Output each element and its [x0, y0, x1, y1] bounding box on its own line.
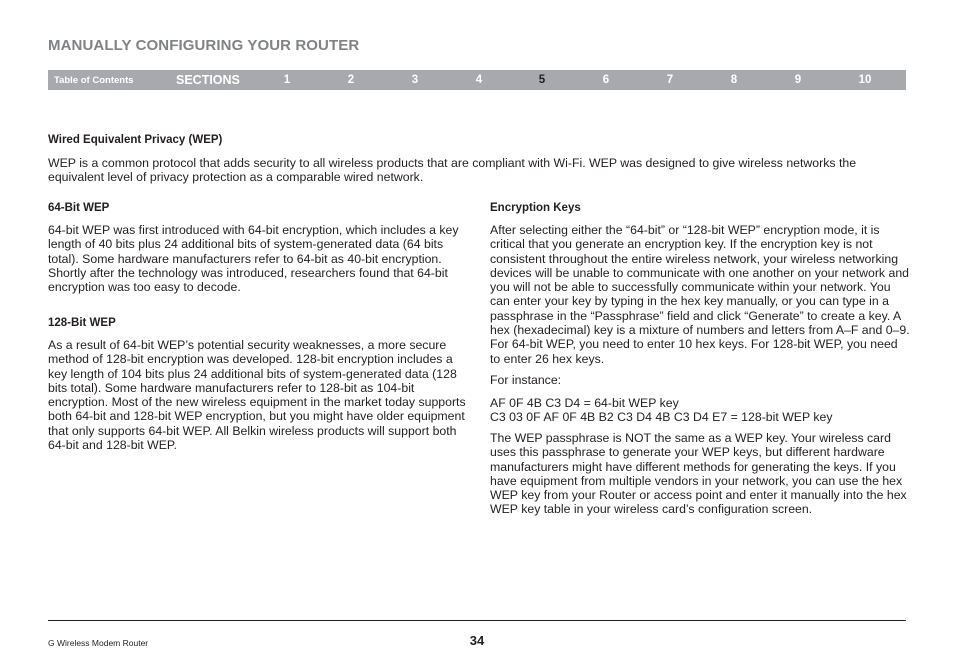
encryption-keys-paragraph: After selecting either the “64-bit” or “128-bit WEP” encryption mode, it is critical that you generate an encryption key. If the encryption key is not consistent throughout the entire wireless network, your wireless networking devices will be unable to communicate with one another on your network and you will not be able to successfully communicate within your network. You can enter your key by typing in the hex key manually, or you can type in a passphrase in the “Passphrase” field and click “Generate” to create a key. A hex (hexadecimal) key is a mixture of numbers and letters from A–F and 0–9. For 64-bit WEP, you need to enter 10 hex keys. For 128-bit WEP, you need to enter 26 hex keys. [490, 223, 910, 366]
table-of-contents-link[interactable]: Table of Contents [54, 75, 134, 86]
64-bit-wep-heading: 64-Bit WEP [48, 202, 110, 214]
passphrase-paragraph: The WEP passphrase is NOT the same as a WEP key. Your wireless card uses this passphrase to generate your WEP keys, but different hardware manufacturers might have different methods for generating the keys. If you have equipment from multiple vendors in your network, you can use the hex WEP key from your Router or access point and enter it manually into the hex WEP key table in your wireless card’s configuration screen. [490, 431, 907, 517]
encryption-keys-heading: Encryption Keys [490, 202, 581, 214]
section-link-7[interactable]: 7 [666, 74, 674, 86]
section-link-9[interactable]: 9 [794, 74, 802, 86]
128-bit-wep-paragraph: As a result of 64-bit WEP’s potential security weaknesses, a more secure method of 128-bit encryption was developed. 128-bit encryption includes a key length of 104 bits plus 24 additional bits of system-generated data (128 bits total). Some hardware manufacturers refer to 128-bit as 104-bit encryption. Most of the new wireless equipment in the market today supports both 64-bit and 128-bit WEP encryption, but you might have older equipment that only supports 64-bit WEP. All Belkin wireless products will support both 64-bit and 128-bit WEP. [48, 338, 466, 453]
section-navigation-bar [48, 70, 906, 90]
section-link-8[interactable]: 8 [730, 74, 738, 86]
page-number: 34 [469, 633, 485, 648]
for-instance-text: For instance: [490, 373, 562, 387]
section-link-10[interactable]: 10 [858, 74, 872, 86]
wep-heading: Wired Equivalent Privacy (WEP) [48, 134, 223, 146]
footer-product-name: G Wireless Modem Router [48, 638, 149, 648]
section-link-2[interactable]: 2 [347, 74, 355, 86]
section-link-5-current[interactable]: 5 [538, 74, 546, 86]
footer-divider [48, 620, 906, 621]
section-link-3[interactable]: 3 [411, 74, 419, 86]
section-link-1[interactable]: 1 [283, 74, 291, 86]
section-link-6[interactable]: 6 [602, 74, 610, 86]
sections-label: SECTIONS [176, 73, 240, 87]
64-bit-wep-paragraph: 64-bit WEP was first introduced with 64-bit encryption, which includes a key length of 40 bits plus 24 additional bits of system-generated data (64 bits total). Some hardware manufacturers refer to 64-bit as 40-bit encryption. Shortly after the technology was introduced, researchers found that 64-bit encryption was too easy to decode. [48, 223, 459, 295]
example-128-bit-key: C3 03 0F AF 0F 4B B2 C3 D4 4B C3 D4 E7 = 128-bit WEP key [490, 410, 833, 424]
128-bit-wep-heading: 128-Bit WEP [48, 317, 116, 329]
example-64-bit-key: AF 0F 4B C3 D4 = 64-bit WEP key [490, 396, 679, 410]
section-link-4[interactable]: 4 [475, 74, 483, 86]
wep-intro-paragraph: WEP is a common protocol that adds security to all wireless products that are compliant with Wi-Fi. WEP was designed to give wireless networks the equivalent level of privacy protection as a comparable wired network. [48, 156, 857, 185]
chapter-title: MANUALLY CONFIGURING YOUR ROUTER [48, 37, 360, 54]
